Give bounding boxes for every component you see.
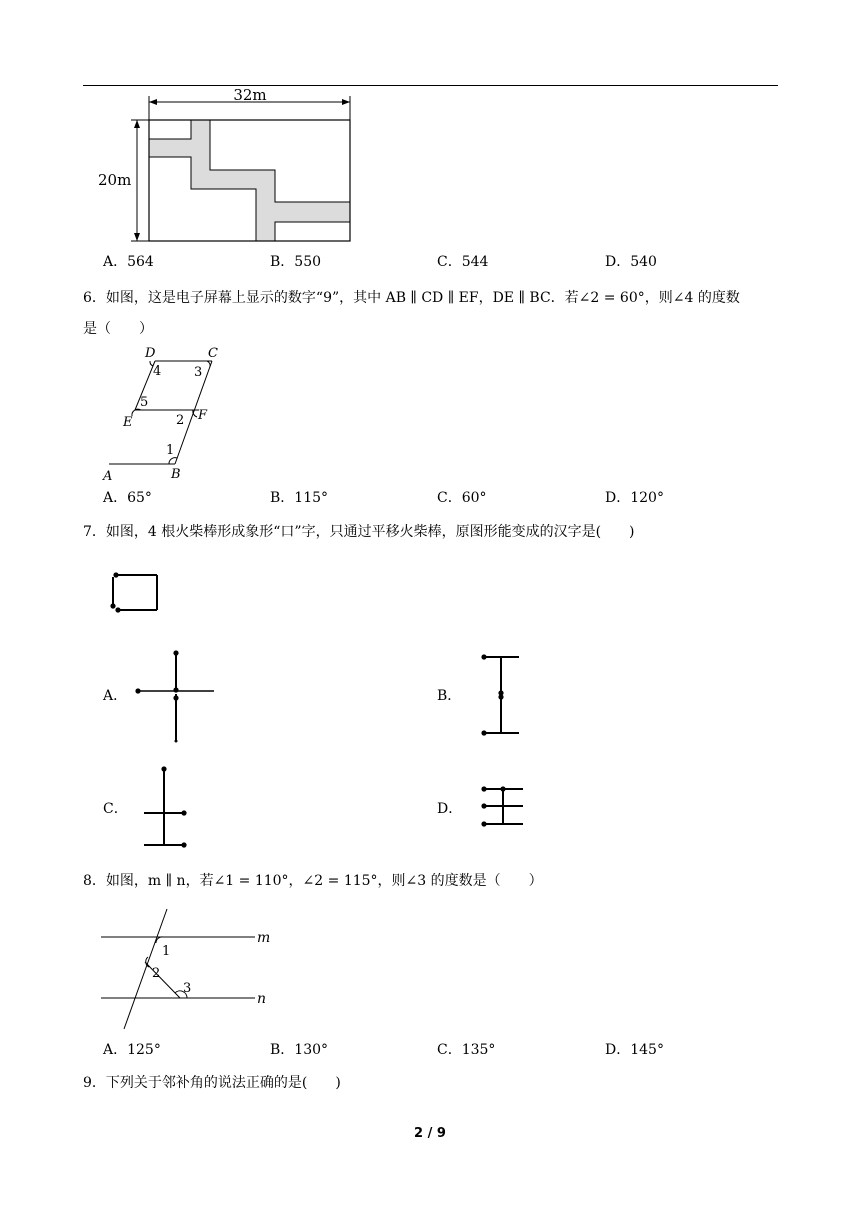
q8-question: 8．如图，m ∥ n，若∠1 = 110°，∠2 = 115°，则∠3 的度数是（ ） [83,873,543,889]
q7-option-a-label[interactable]: A． [103,688,128,704]
q5-option-a[interactable]: A．564 [103,254,154,270]
q6-angle-4: 4 [153,364,162,379]
q5-option-d[interactable]: D．540 [605,254,657,270]
q6-option-b[interactable]: B．115° [270,490,329,506]
q6-angle-3: 3 [194,365,203,380]
arrow-right-icon [342,99,350,105]
q8-option-c[interactable]: C．135° [437,1042,496,1058]
q8-label-n: n [257,991,267,1007]
q7-option-b-figure[interactable] [475,650,525,740]
arrow-left-icon [149,99,157,105]
q8-option-a[interactable]: A．125° [103,1042,161,1058]
q6-point-f: F [198,408,208,423]
q5-figure [95,88,360,248]
q8-angle-2: 2 [152,966,161,981]
q7-option-a-figure[interactable] [130,648,220,746]
page-number: 2 / 9 [414,1126,446,1141]
q8-option-b[interactable]: B．130° [270,1042,329,1058]
q7-original-figure [105,568,165,618]
q6-question-line1: 6．如图，这是电子屏幕上显示的数字“9”，其中 AB ∥ CD ∥ EF，DE ∥ BC．若∠2 = 60°，则∠4 的度数 [83,290,740,306]
q6-option-d[interactable]: D．120° [605,490,664,506]
q8-label-m: m [257,930,271,946]
q6-angle-1: 1 [166,443,175,458]
q6-figure [95,340,225,485]
arrow-up-icon [134,120,140,128]
q6-angle2-arc [193,410,197,417]
q8-transversal [124,909,167,1029]
q5-option-b[interactable]: B．550 [270,254,322,270]
q6-angle3-arc [207,361,210,367]
q6-angle-2: 2 [176,413,185,428]
q7-option-b-label[interactable]: B． [437,688,462,704]
q6-point-d: D [145,346,156,361]
q9-question: 9．下列关于邻补角的说法正确的是( ) [83,1075,341,1091]
q6-point-b: B [171,467,181,482]
q5-width-label: 32m [233,88,267,104]
q5-height-label: 20m [98,171,132,189]
q7-option-d-figure[interactable] [478,782,528,832]
q7-option-c-label[interactable]: C． [103,801,128,817]
q8-angle-3: 3 [183,981,192,996]
q5-option-c[interactable]: C．544 [437,254,489,270]
header-rule [83,85,778,86]
q6-point-e: E [123,415,133,430]
arrow-down-icon [134,233,140,241]
q6-angle-5: 5 [140,395,149,410]
q8-figure [95,905,285,1035]
q6-question-line2: 是（ ） [83,321,153,337]
q6-point-c: C [208,346,218,361]
q8-angle-1: 1 [162,944,171,959]
q8-option-d[interactable]: D．145° [605,1042,664,1058]
q7-option-d-label[interactable]: D． [437,801,463,817]
q6-point-a: A [103,469,113,484]
q7-option-c-figure[interactable] [140,763,195,851]
q5-road-shape [149,120,350,241]
q6-option-c[interactable]: C．60° [437,490,487,506]
q7-question: 7．如图，4 根火柴棒形成象形“口”字，只通过平移火柴棒，原图形能变成的汉字是( ) [83,524,635,540]
q6-option-a[interactable]: A．65° [103,490,152,506]
